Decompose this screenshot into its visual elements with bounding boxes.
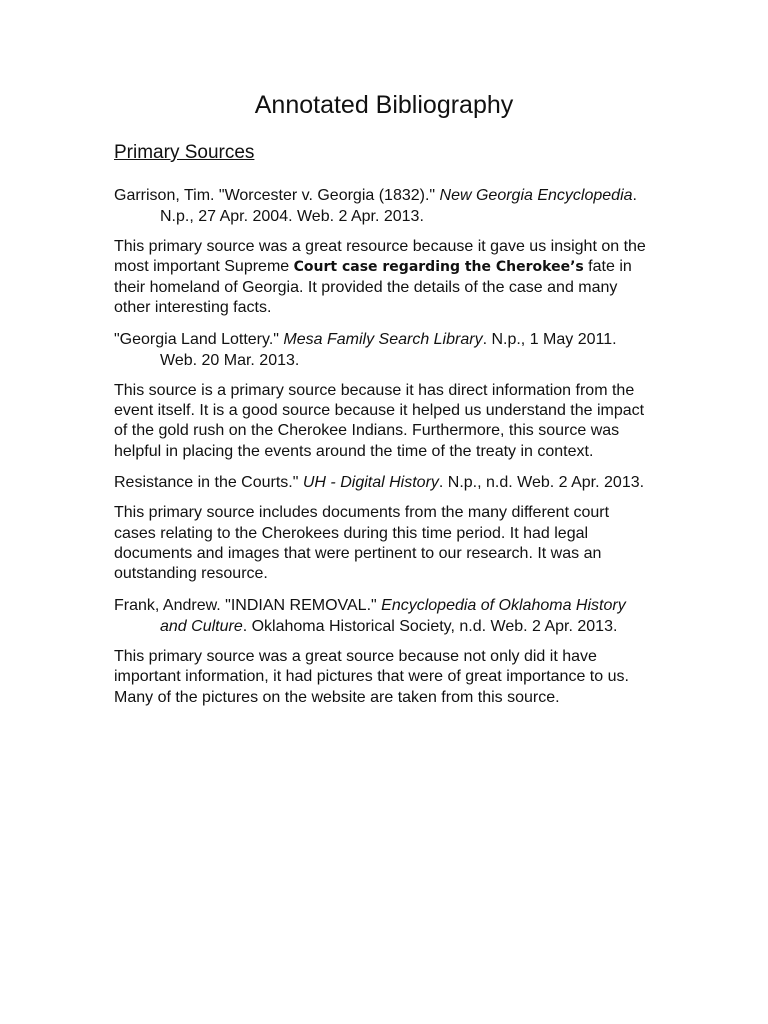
annotation-paragraph bbox=[114, 237, 654, 319]
citation-details: . N.p., 27 Apr. 2004. Web. 2 Apr. 2013. bbox=[160, 187, 637, 225]
citation-author-title: "Georgia Land Lottery." bbox=[114, 330, 284, 348]
citation-publication: UH - Digital History bbox=[302, 474, 439, 492]
annotation-paragraph: This source is a primary source because it has direct information from the event itself. It is a good source because it helped us understand the impact of the gold rush on the Cherokee Indians. Furthermore, this source was helpful in placing the events around the time of the treaty in context. bbox=[114, 381, 645, 460]
bibliography-body bbox=[114, 185, 654, 718]
annotation-text: This primary source was a great resource because it gave us insight on the most important Supreme bbox=[114, 238, 646, 276]
citation-entry bbox=[114, 595, 654, 637]
citation-publication: Encyclopedia of Oklahoma History and Culture bbox=[160, 596, 626, 635]
citation-author-title: Frank, Andrew. "INDIAN REMOVAL." bbox=[114, 596, 382, 614]
citation-author-title: Resistance in the Courts." bbox=[114, 474, 303, 492]
annotation-text: fate in their homeland of Georgia. It provided the details of the case and many other interesting facts. bbox=[114, 258, 632, 317]
citation-details: . N.p., n.d. Web. 2 Apr. 2013. bbox=[438, 474, 645, 492]
citation-publication: New Georgia Encyclopedia bbox=[439, 187, 633, 204]
page-title: Annotated Bibliography bbox=[254, 91, 514, 119]
citation-details: . Oklahoma Historical Society, n.d. Web. 2 Apr. 2013. bbox=[242, 617, 618, 635]
annotation-paragraph: This primary source was a great source because not only did it have important information, it had pictures that were of great importance to us. Many of the pictures on the website are taken from this source. bbox=[114, 647, 629, 706]
citation-details: . N.p., 1 May 2011. Web. 20 Mar. 2013. bbox=[160, 330, 617, 369]
annotation-paragraph: This primary source includes documents from the many different court cases relating to the Cherokees during this time period. It had legal documents and images that were pertinent to our research. It was an outstanding resource. bbox=[114, 504, 610, 583]
annotation-bold-text: Court case regarding the Cherokee’s bbox=[293, 259, 584, 276]
section-heading: Primary Sources bbox=[114, 142, 255, 163]
citation-entry bbox=[114, 472, 654, 493]
citation-entry bbox=[114, 185, 654, 227]
citation-author-title: Garrison, Tim. "Worcester v. Georgia (1832)." bbox=[114, 187, 440, 204]
citation-publication: Mesa Family Search Library bbox=[283, 330, 483, 348]
citation-entry bbox=[114, 329, 654, 371]
